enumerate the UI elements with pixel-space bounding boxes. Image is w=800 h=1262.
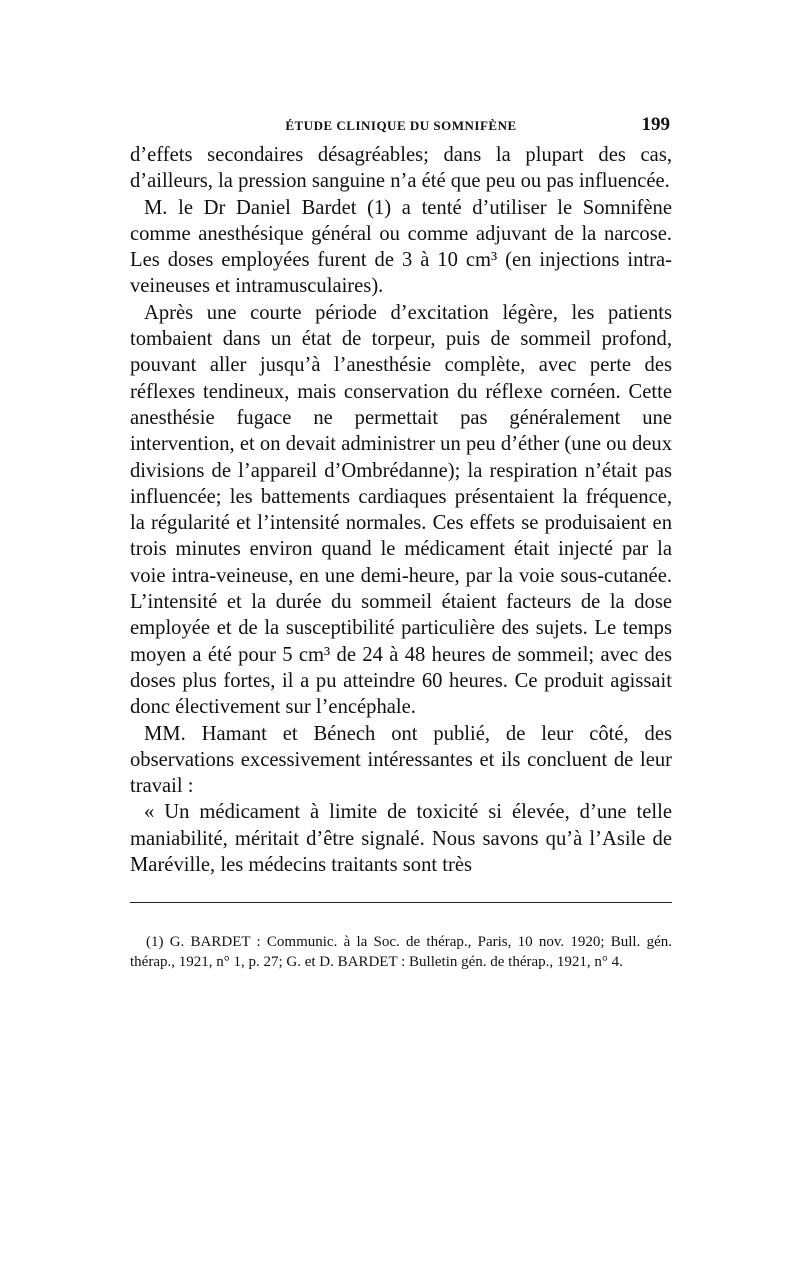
paragraph-5: « Un médicament à limite de toxicité si élevée, d’une telle maniabilité, méritait d’être signalé. Nous savons qu’à l’Asile de Maréville, les médecins traitants sont très	[130, 801, 672, 877]
paragraph-1: d’effets secondaires désagréables; dans la plupart des cas, d’ailleurs, la pression sanguine n’a été que peu ou pas influencée.	[130, 144, 672, 193]
running-title: ÉTUDE CLINIQUE DU SOMNIFÈNE	[285, 118, 517, 133]
paragraph-4: MM. Hamant et Bénech ont publié, de leur côté, des observations excessivement intéressantes et ils concluent de leur travail :	[130, 722, 672, 798]
paragraph-3: Après une courte période d’excitation légère, les patients tombaient dans un état de torpeur, puis de sommeil profond, pouvant aller jusqu’à l’anesthésie complète, avec perte des réflexes tendineux, mais conservation du réflexe cornéen. Cette anesthésie fugace ne permettait pas généralement une intervention, et on devait administrer un peu d’éther (une ou deux divisions de l’appareil d’Ombrédanne); la respiration n’était pas influencée; les battements cardiaques présentaient la fréquence, la régularité et l’intensité normales. Ces effets se produisaient en trois minutes environ quand le médicament était injecté par la voie intra-veineuse, en une demi-heure, par la voie sous-cutanée. L’intensité et la durée du sommeil étaient facteurs de la dose employée et de la susceptibilité particulière des sujets. Le temps moyen a été pour 5 cm³ de 24 à 48 heures de sommeil; avec des doses plus fortes, il a pu atteindre 60 heures. Ce produit agissait donc électivement sur l’encéphale.	[130, 301, 672, 719]
body-text	[130, 142, 672, 878]
footnote-rule	[130, 902, 672, 903]
footnote	[130, 933, 672, 972]
paragraph-2: M. le Dr Daniel Bardet (1) a tenté d’utiliser le Somnifène comme anesthésique général ou comme adjuvant de la narcose. Les doses employées furent de 3 à 10 cm³ (en injections intra-veineuses et intramusculaires).	[130, 196, 672, 298]
book-page	[130, 112, 672, 972]
running-header	[130, 112, 672, 142]
page-number: 199	[641, 114, 670, 135]
footnote-text: (1) G. BARDET : Communic. à la Soc. de thérap., Paris, 10 nov. 1920; Bull. gén. thérap., 1921, n° 1, p. 27; G. et D. BARDET : Bulletin gén. de thérap., 1921, n° 4.	[130, 934, 672, 970]
